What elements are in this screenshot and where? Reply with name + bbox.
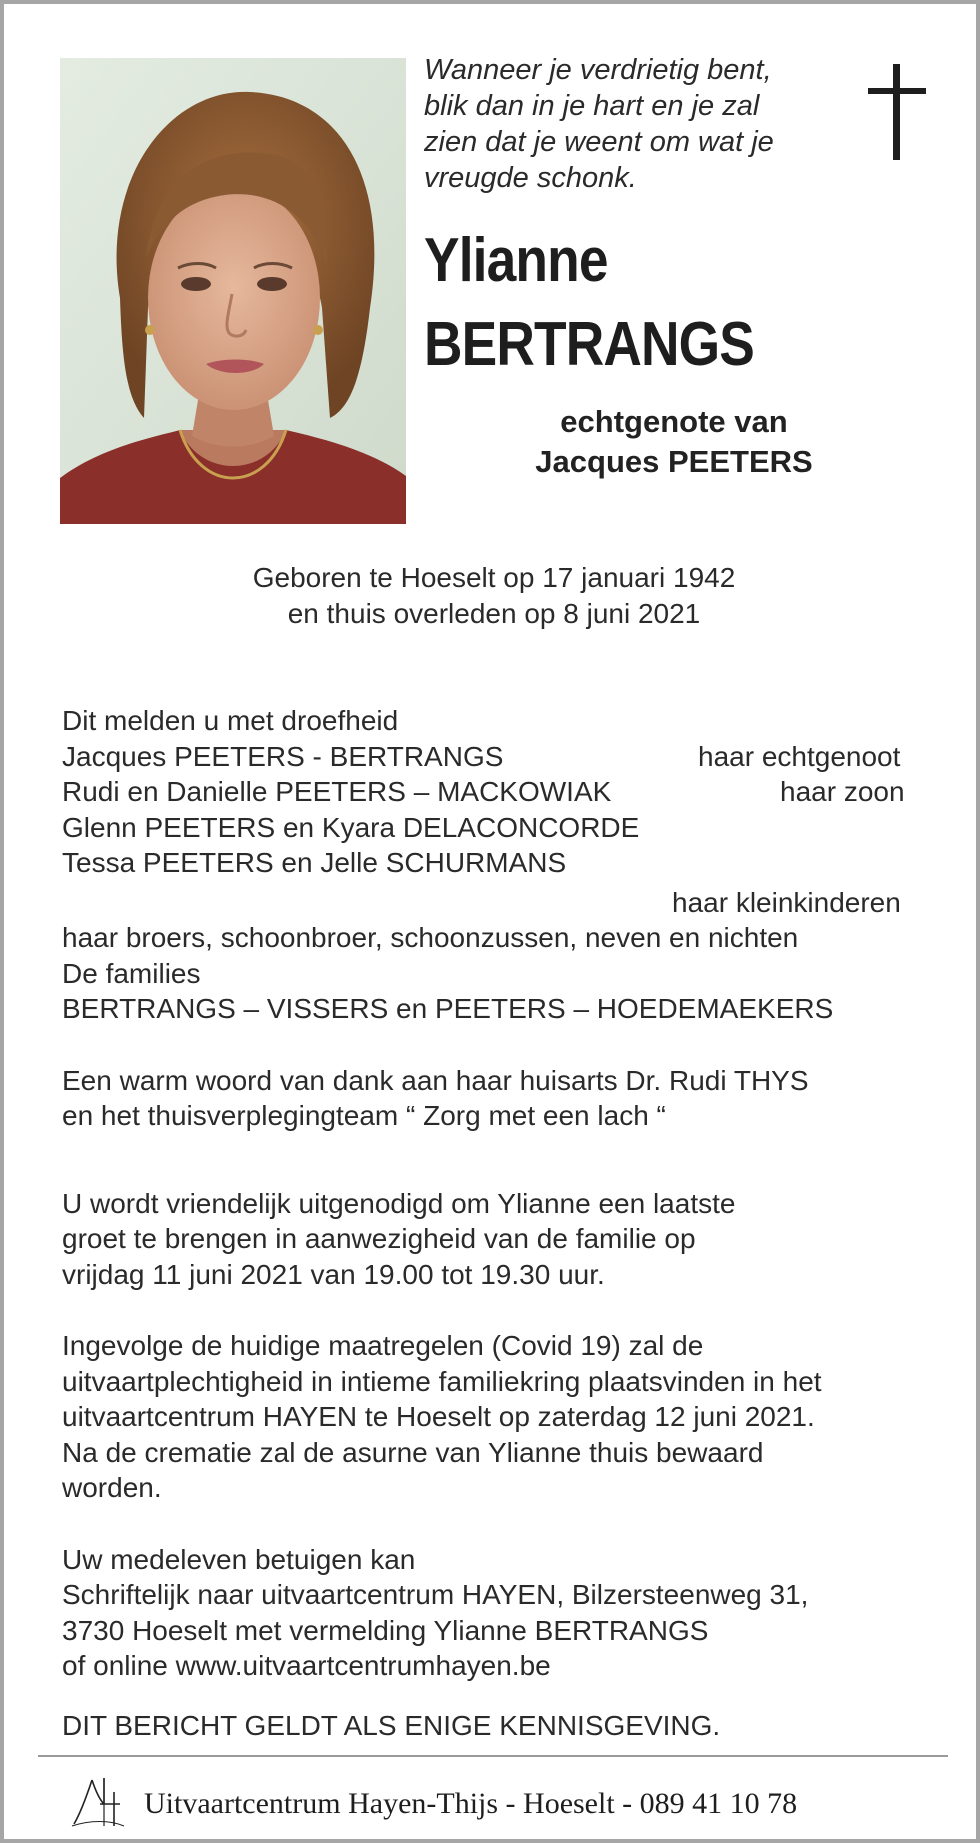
announcement-intro: Dit melden u met droefheid (62, 705, 399, 736)
family-name: haar broers, schoonbroer, schoonzussen, neven en nichten (62, 922, 799, 953)
condolences-line: Schriftelijk naar uitvaartcentrum HAYEN, Bilzersteenweg 31, (62, 1579, 809, 1610)
announcement-body (62, 703, 942, 1743)
birth-death-dates (4, 560, 980, 632)
family-relation: haar zoon (780, 776, 905, 807)
quote-line: Wanneer je verdrietig bent, (424, 54, 772, 86)
family-name: Glenn PEETERS en Kyara DELACONCORDE (62, 811, 640, 843)
ceremony-line: worden. (62, 1472, 162, 1503)
family-row (62, 885, 942, 921)
latin-cross-icon (866, 62, 928, 162)
footer-text: Uitvaartcentrum Hayen-Thijs - Hoeselt - 089 41 10 78 (144, 1787, 798, 1820)
condolences-line: of online www.uitvaartcentrumhayen.be (62, 1650, 551, 1681)
ceremony-line: uitvaartplechtigheid in intieme familiekring plaatsvinden in het (62, 1365, 822, 1397)
portrait-photo (60, 58, 406, 524)
family-row (62, 920, 942, 956)
family-name: De families (62, 957, 201, 989)
quote (424, 52, 844, 196)
hayen-monogram-logo (70, 1774, 126, 1828)
quote-line: vreugde schonk. (424, 162, 637, 194)
quote-line: zien dat je weent om wat je (424, 126, 774, 158)
family-name: Jacques PEETERS - BERTRANGS (62, 740, 504, 772)
family-row (62, 956, 942, 992)
family-row (62, 774, 942, 810)
family-relation: haar kleinkinderen (672, 886, 901, 918)
last-name: BERTRANGS (424, 310, 754, 379)
condolences-line: Uw medeleven betuigen kan (62, 1543, 416, 1575)
family-name: Rudi en Danielle PEETERS – MACKOWIAK (62, 776, 612, 807)
invitation-line: groet te brengen in aanwezigheid van de familie op (62, 1223, 696, 1254)
portrait-illustration (60, 58, 406, 524)
spouse-name: Jacques PEETERS (535, 444, 813, 479)
family-relation: haar echtgenoot (698, 740, 901, 772)
ceremony-line: uitvaartcentrum HAYEN te Hoeselt op zaterdag 12 juni 2021. (62, 1401, 815, 1432)
official-notice: DIT BERICHT GELDT ALS ENIGE KENNISGEVING. (62, 1709, 721, 1741)
family-row (62, 991, 942, 1027)
invitation-line: vrijdag 11 juni 2021 van 19.00 tot 19.30 uur. (62, 1258, 605, 1290)
thanks-line: en het thuisverplegingteam “ Zorg met een lach “ (62, 1100, 666, 1131)
spouse-label: echtgenote van (560, 404, 788, 439)
invitation-line: U wordt vriendelijk uitgenodigd om Ylianne een laatste (62, 1187, 736, 1219)
family-name: BERTRANGS – VISSERS en PEETERS – HOEDEMAEKERS (62, 993, 834, 1024)
ceremony-line: Ingevolge de huidige maatregelen (Covid 19) zal de (62, 1330, 704, 1361)
spouse-block (474, 402, 874, 482)
thanks-line: Een warm woord van dank aan haar huisarts Dr. Rudi THYS (62, 1064, 809, 1096)
birth-line: Geboren te Hoeselt op 17 januari 1942 (252, 562, 736, 593)
deceased-name (424, 219, 754, 387)
family-row (62, 739, 942, 775)
ceremony-line: Na de crematie zal de asurne van Ylianne thuis bewaard (62, 1436, 764, 1468)
family-name: Tessa PEETERS en Jelle SCHURMANS (62, 847, 567, 878)
condolences-line: 3730 Hoeselt met vermelding Ylianne BERTRANGS (62, 1614, 709, 1646)
death-line: en thuis overleden op 8 juni 2021 (287, 598, 701, 629)
footer (70, 1774, 930, 1830)
footer-divider (38, 1755, 948, 1757)
family-row (62, 810, 942, 846)
family-row (62, 845, 942, 881)
quote-line: blik dan in je hart en je zal (424, 90, 760, 122)
first-name: Ylianne (424, 226, 608, 295)
